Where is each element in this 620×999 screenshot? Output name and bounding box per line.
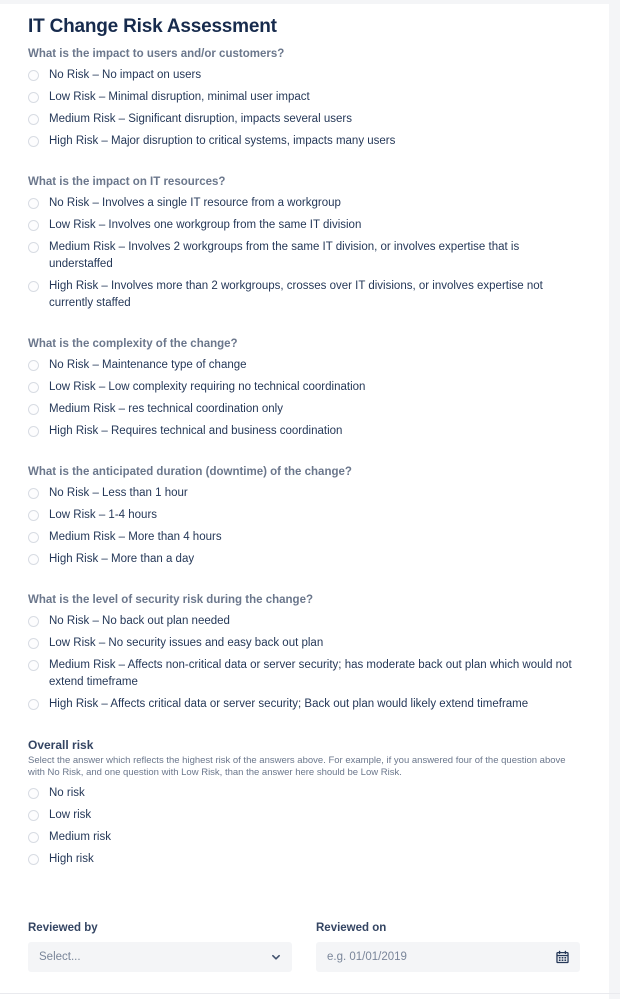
radio-option-label: High Risk – More than a day xyxy=(49,553,195,565)
radio-icon[interactable] xyxy=(28,220,39,231)
radio-icon[interactable] xyxy=(28,638,39,649)
reviewed-by-select[interactable] xyxy=(28,942,292,972)
radio-option-label: No Risk – Involves a single IT resource from a workgroup xyxy=(49,197,341,209)
radio-option[interactable] xyxy=(28,89,581,106)
radio-option-label: High Risk – Major disruption to critical systems, impacts many users xyxy=(49,135,396,147)
reviewed-on-input[interactable] xyxy=(316,942,580,972)
question-label: What is the complexity of the change? xyxy=(28,338,238,350)
radio-icon[interactable] xyxy=(28,426,39,437)
radio-option[interactable] xyxy=(28,551,581,568)
radio-icon[interactable] xyxy=(28,616,39,627)
radio-option-label: No risk xyxy=(49,787,85,799)
radio-icon[interactable] xyxy=(28,136,39,147)
radio-icon[interactable] xyxy=(28,532,39,543)
radio-icon[interactable] xyxy=(28,660,39,671)
page-title: IT Change Risk Assessment xyxy=(28,16,277,37)
question-group-overall-risk xyxy=(28,737,581,868)
radio-option[interactable] xyxy=(28,485,581,502)
radio-option-label: No Risk – Maintenance type of change xyxy=(49,359,247,371)
question-label: What is the level of security risk during the change? xyxy=(28,594,314,606)
overall-risk-help-text: Select the answer which reflects the highest risk of the answers above. For example, if you answered four of the question above with No Risk, and one question with Low Risk, than the answer here should be Low Risk. xyxy=(28,755,566,778)
question-group-security-risk xyxy=(28,592,581,713)
reviewed-on-field xyxy=(316,920,580,972)
radio-option-label: No Risk – Less than 1 hour xyxy=(49,487,188,499)
radio-option-label: Low risk xyxy=(49,809,92,821)
radio-option-label: Medium Risk – Involves 2 workgroups from the same IT division, or involves expertise that is understaffed xyxy=(49,241,520,270)
radio-option[interactable] xyxy=(28,357,581,374)
radio-option[interactable] xyxy=(28,133,581,150)
radio-option[interactable] xyxy=(28,613,581,630)
radio-icon[interactable] xyxy=(28,810,39,821)
question-group-user-impact xyxy=(28,46,581,150)
radio-option[interactable] xyxy=(28,807,581,824)
radio-icon[interactable] xyxy=(28,404,39,415)
radio-option-label: Medium Risk – More than 4 hours xyxy=(49,531,222,543)
radio-icon[interactable] xyxy=(28,832,39,843)
radio-icon[interactable] xyxy=(28,114,39,125)
radio-option[interactable] xyxy=(28,507,581,524)
radio-option[interactable] xyxy=(28,239,581,273)
review-fields-row xyxy=(28,920,581,972)
radio-option[interactable] xyxy=(28,278,581,312)
bottom-divider xyxy=(0,993,620,994)
radio-icon[interactable] xyxy=(28,70,39,81)
radio-icon[interactable] xyxy=(28,382,39,393)
radio-icon[interactable] xyxy=(28,554,39,565)
radio-option-label: Low Risk – Low complexity requiring no technical coordination xyxy=(49,381,366,393)
radio-option[interactable] xyxy=(28,111,581,128)
radio-icon[interactable] xyxy=(28,242,39,253)
radio-icon[interactable] xyxy=(28,788,39,799)
question-label: What is the impact to users and/or customers? xyxy=(28,48,285,60)
radio-option-label: No Risk – No back out plan needed xyxy=(49,615,230,627)
assessment-form-card xyxy=(0,4,609,999)
radio-option[interactable] xyxy=(28,401,581,418)
radio-icon[interactable] xyxy=(28,854,39,865)
radio-option[interactable] xyxy=(28,785,581,802)
radio-icon[interactable] xyxy=(28,281,39,292)
radio-option-label: Medium Risk – Affects non-critical data or server security; has moderate back out plan which would not extend timeframe xyxy=(49,659,572,688)
radio-option-label: Low Risk – No security issues and easy back out plan xyxy=(49,637,324,649)
radio-option[interactable] xyxy=(28,635,581,652)
radio-option-label: Low Risk – Involves one workgroup from the same IT division xyxy=(49,219,362,231)
reviewed-by-value: Select... xyxy=(39,951,81,963)
calendar-icon[interactable] xyxy=(556,951,569,964)
radio-option[interactable] xyxy=(28,696,581,713)
radio-option-label: Low Risk – 1-4 hours xyxy=(49,509,158,521)
radio-option-label: Medium risk xyxy=(49,831,111,843)
radio-icon[interactable] xyxy=(28,198,39,209)
question-group-it-resources xyxy=(28,174,581,312)
reviewed-by-field xyxy=(28,920,292,972)
radio-option-label: High Risk – Affects critical data or server security; Back out plan would likely extend timeframe xyxy=(49,698,529,710)
radio-icon[interactable] xyxy=(28,510,39,521)
radio-option[interactable] xyxy=(28,67,581,84)
reviewed-by-label: Reviewed by xyxy=(28,922,98,934)
chevron-down-icon[interactable] xyxy=(271,952,281,962)
radio-icon[interactable] xyxy=(28,360,39,371)
radio-option[interactable] xyxy=(28,379,581,396)
radio-option-label: Medium Risk – res technical coordination only xyxy=(49,403,283,415)
question-label: What is the impact on IT resources? xyxy=(28,176,226,188)
radio-option-label: Low Risk – Minimal disruption, minimal user impact xyxy=(49,91,310,103)
radio-option[interactable] xyxy=(28,423,581,440)
radio-option-label: Medium Risk – Significant disruption, impacts several users xyxy=(49,113,352,125)
question-group-complexity xyxy=(28,336,581,440)
radio-icon[interactable] xyxy=(28,699,39,710)
reviewed-on-value: e.g. 01/01/2019 xyxy=(327,951,407,963)
radio-icon[interactable] xyxy=(28,92,39,103)
reviewed-on-label: Reviewed on xyxy=(316,922,387,934)
radio-option[interactable] xyxy=(28,529,581,546)
radio-option-label: High Risk – Involves more than 2 workgroups, crosses over IT divisions, or involves expertise not currently staffed xyxy=(49,280,543,309)
radio-option[interactable] xyxy=(28,217,581,234)
radio-option-label: High risk xyxy=(49,853,94,865)
question-label: What is the anticipated duration (downtime) of the change? xyxy=(28,466,352,478)
radio-option-label: No Risk – No impact on users xyxy=(49,69,202,81)
radio-option[interactable] xyxy=(28,851,581,868)
overall-risk-label: Overall risk xyxy=(28,738,94,752)
radio-option[interactable] xyxy=(28,829,581,846)
radio-option[interactable] xyxy=(28,195,581,212)
radio-option-label: High Risk – Requires technical and business coordination xyxy=(49,425,343,437)
question-group-duration xyxy=(28,464,581,568)
radio-option[interactable] xyxy=(28,657,581,691)
radio-icon[interactable] xyxy=(28,488,39,499)
